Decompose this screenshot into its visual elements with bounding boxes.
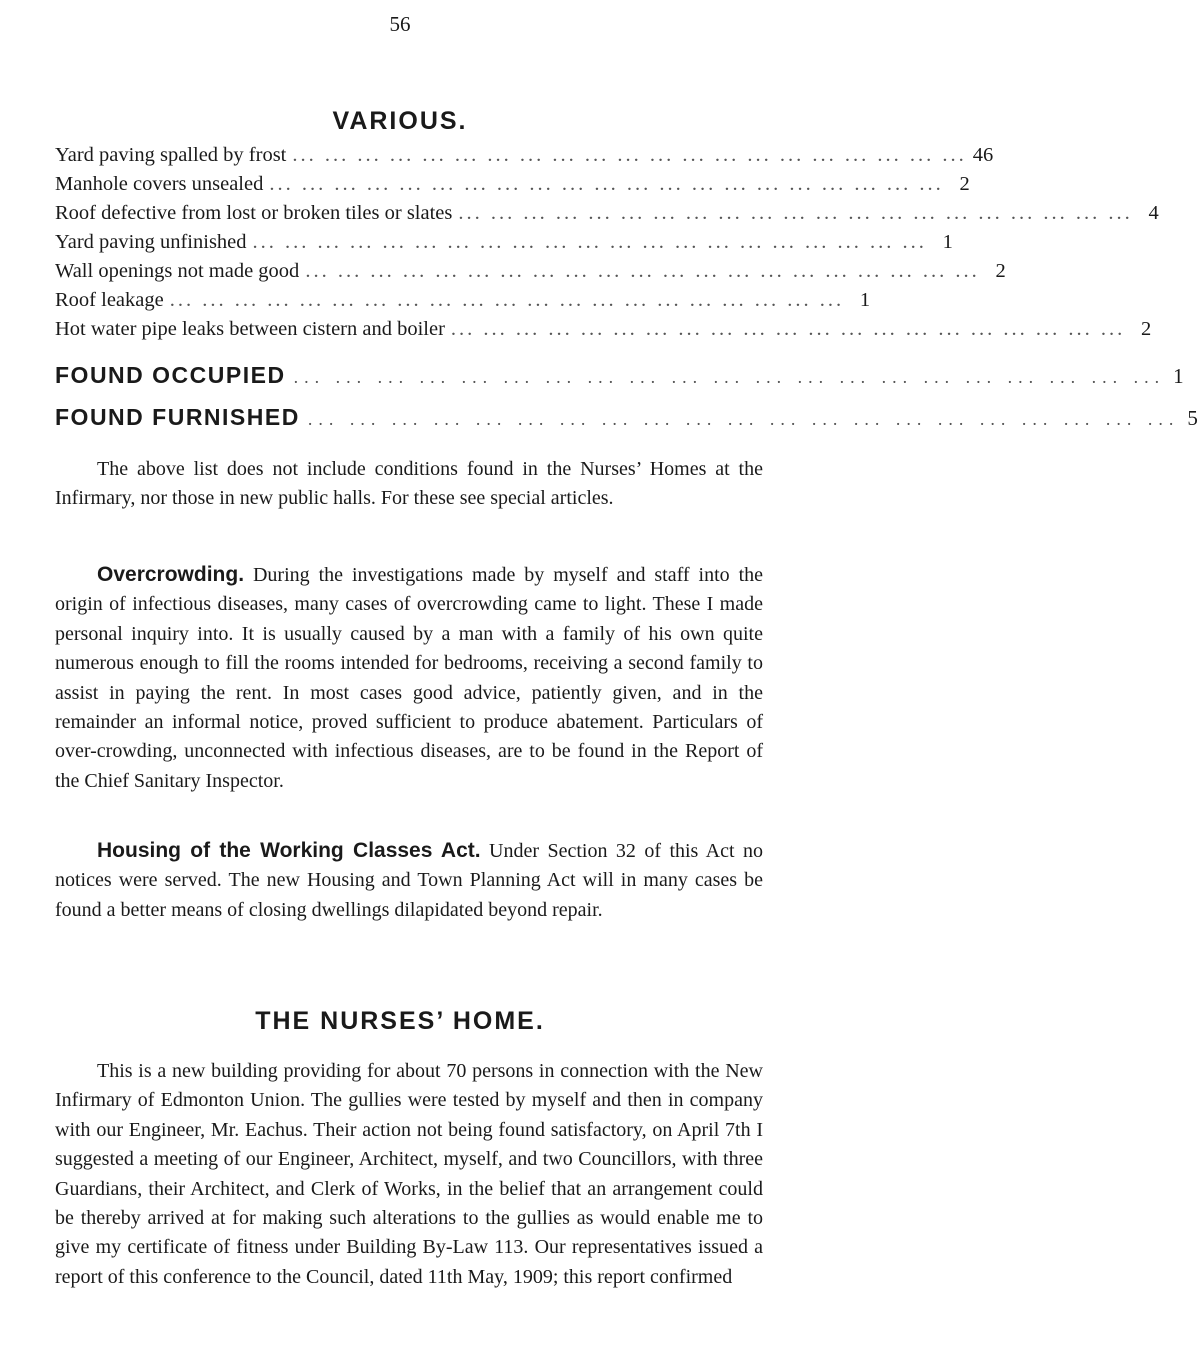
overcrowding-text: During the investigations made by myself and staff into the origin of infectious diseases, many cases of overcrowding came to light. These I made personal inquiry into. It is usually caused by a man with a family of his own quite numerous enough to fill the rooms intended for bedrooms, receiving a second family to assist in paying the rent. In most cases good advice, patiently given, and in the remainder an informal notice, proved sufficient to produce abatement. Particulars of over-crowding, unconnected with infectious diseases, are to be found in the Report of the Chief Sanitary Inspector. xyxy=(55,564,764,792)
item-label: Manhole covers unsealed xyxy=(55,173,264,195)
found-furnished-count: 5 xyxy=(1187,406,1198,430)
item-count: 2 xyxy=(959,173,970,195)
nurses-home-text: This is a new building providing for about 70 persons in connection with the New Infirmary of Edmonton Union. The gullies were tested by myself and then in company with our Engineer, Mr. Eachus. Their action not being found satisfactory, on April 7th I suggested a meeting of our Engineer, Architect, myself, and two Councillors, with three Guardians, their Architect, and Clerk of Works, in the belief that an arrangement could be thereby arrived at for making such alterations to the gullies as would enable me to give my certificate of fitness under Building By-Law 113. Our representatives issued a report of this conference to the Council, dated 11th May, 1909; this report confirmed xyxy=(55,1060,763,1288)
housing-heading: Housing of the Working Classes Act. xyxy=(97,839,481,862)
leader-dots: ... ... ... ... ... ... ... ... ... ... ... ... ... ... ... ... ... ... ... ... ... xyxy=(169,289,845,311)
item-count: 1 xyxy=(942,231,953,253)
list-item xyxy=(55,231,953,260)
nurses-home-heading: THE NURSES’ HOME. xyxy=(255,1007,545,1035)
found-occupied-row xyxy=(55,362,1184,389)
found-occupied-count: 1 xyxy=(1173,364,1184,388)
leader-dots: ... ... ... ... ... ... ... ... ... ... ... ... ... ... ... ... ... ... ... ... ... xyxy=(252,231,927,253)
item-label: Hot water pipe leaks between cistern and boiler xyxy=(55,318,445,340)
leader-dots: ... ... ... ... ... ... ... ... ... ... ... ... ... ... ... ... ... ... ... ... ... xyxy=(458,202,1133,224)
note-paragraph xyxy=(55,455,763,514)
various-heading: VARIOUS. xyxy=(332,107,468,135)
overcrowding-paragraph xyxy=(55,560,763,796)
page-number: 56 xyxy=(389,12,411,36)
item-label: Yard paving spalled by frost xyxy=(55,144,287,166)
item-count: 46 xyxy=(972,144,994,166)
list-item xyxy=(55,202,1159,231)
found-furnished-label: FOUND FURNISHED xyxy=(55,404,300,430)
found-occupied-label: FOUND OCCUPIED xyxy=(55,362,286,388)
leader-dots: ... ... ... ... ... ... ... ... ... ... ... ... ... ... ... ... ... ... ... ... ... xyxy=(307,409,1180,429)
various-list xyxy=(55,144,1159,347)
list-item xyxy=(55,144,994,173)
list-item xyxy=(55,173,970,202)
leader-dots: ... ... ... ... ... ... ... ... ... ... ... ... ... ... ... ... ... ... ... ... ... xyxy=(269,173,944,195)
note-text: The above list does not include conditions found in the Nurses’ Homes at the Infirmary, nor those in new public halls. For these see special articles. xyxy=(55,458,763,510)
list-item xyxy=(55,260,1006,289)
nurses-home-paragraph xyxy=(55,1057,763,1292)
item-count: 1 xyxy=(859,289,871,311)
item-count: 2 xyxy=(995,260,1006,282)
leader-dots: ... ... ... ... ... ... ... ... ... ... ... ... ... ... ... ... ... ... ... ... ... xyxy=(292,144,967,166)
housing-paragraph xyxy=(55,836,763,925)
overcrowding-heading: Overcrowding. xyxy=(97,563,245,586)
item-label: Roof defective from lost or broken tiles or slates xyxy=(55,202,453,224)
item-count: 2 xyxy=(1141,318,1152,340)
item-count: 4 xyxy=(1148,202,1159,224)
list-item xyxy=(55,318,1152,347)
found-furnished-row xyxy=(55,404,1198,431)
item-label: Wall openings not made good xyxy=(55,260,300,282)
leader-dots: ... ... ... ... ... ... ... ... ... ... ... ... ... ... ... ... ... ... ... ... ... xyxy=(293,367,1166,387)
item-label: Roof leakage xyxy=(55,289,164,311)
list-item xyxy=(55,289,871,318)
leader-dots: ... ... ... ... ... ... ... ... ... ... ... ... ... ... ... ... ... ... ... ... ... xyxy=(450,318,1126,340)
housing-text: Under Section 32 of this Act no notices were served. The new Housing and Town Planning Act will in many cases be found a better means of closing dwellings dilapidated beyond repair. xyxy=(55,840,763,921)
item-label: Yard paving unfinished xyxy=(55,231,247,253)
leader-dots: ... ... ... ... ... ... ... ... ... ... ... ... ... ... ... ... ... ... ... ... ... xyxy=(305,260,980,282)
